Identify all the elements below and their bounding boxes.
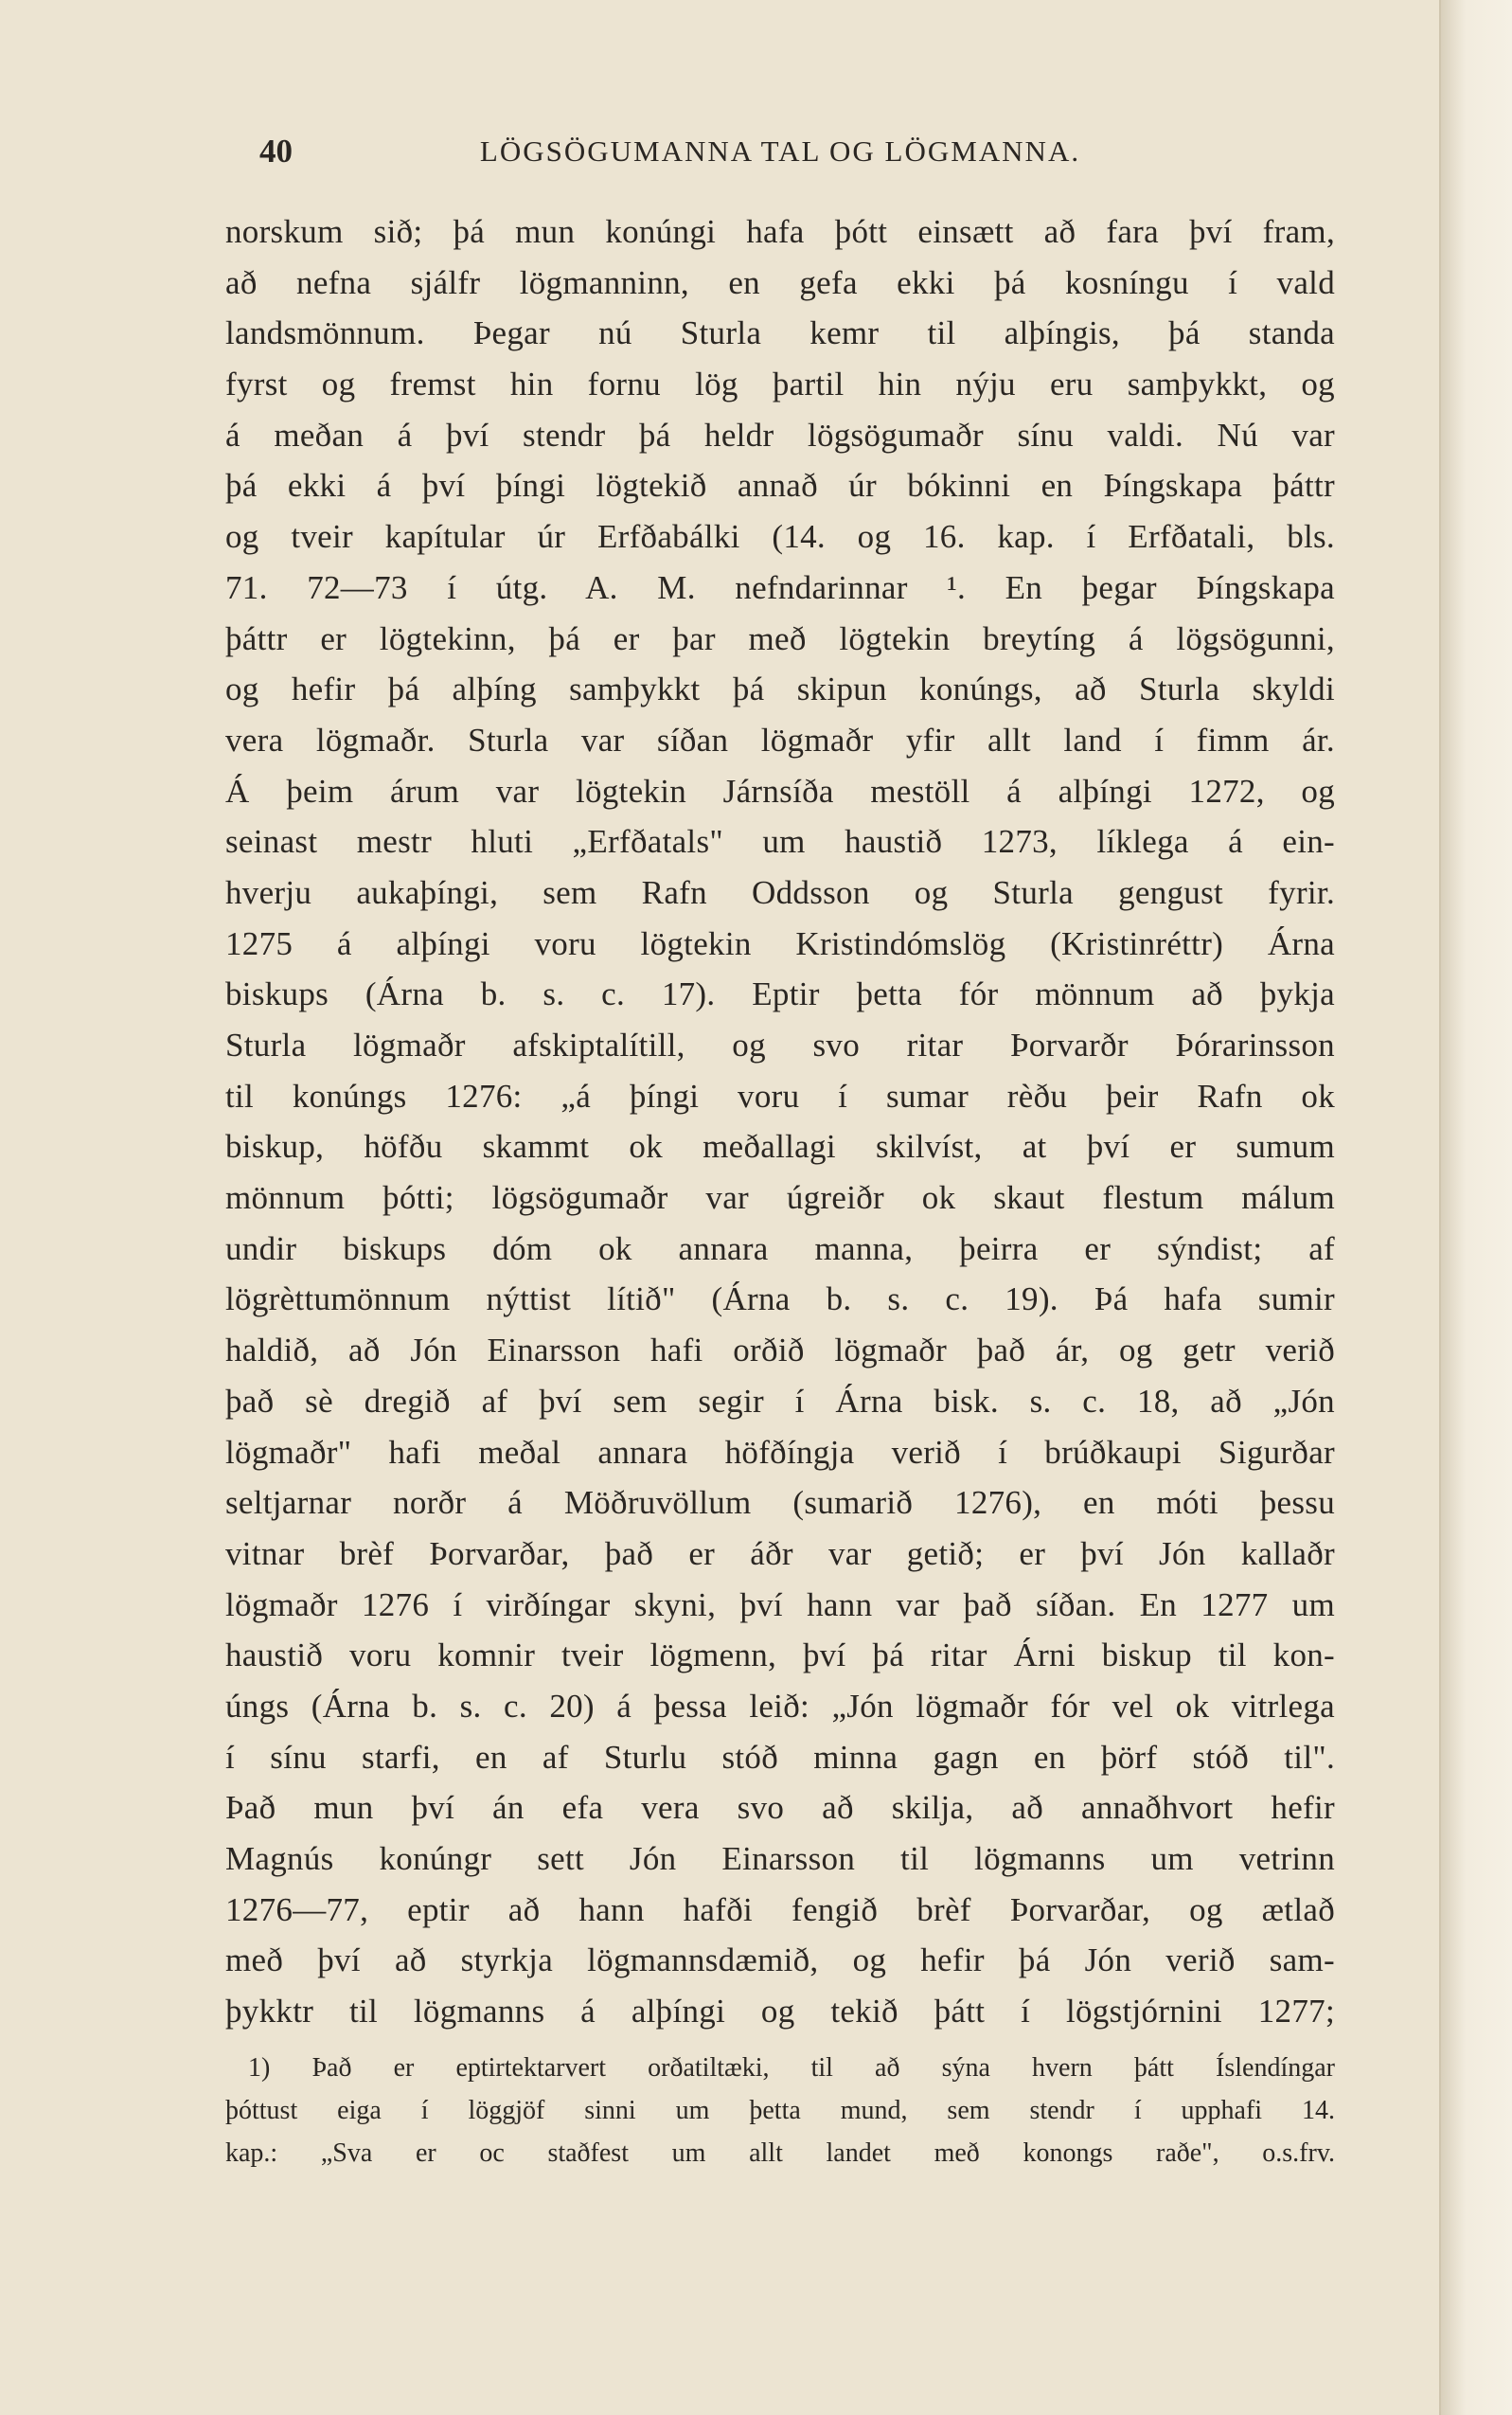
footnote-line: þóttust eiga í löggjöf sinni um þetta mund, sem stendr í upphafi 14.: [225, 2095, 1335, 2125]
body-line: lögmaðr 1276 í virðíngar skyni, því hann var það síðan. En 1277 um: [225, 1585, 1335, 1623]
body-line: lögrèttumönnum nýttist lítið" (Árna b. s. c. 19). Þá hafa sumir: [225, 1280, 1335, 1318]
book-page: [225, 133, 1335, 2174]
body-line: vera lögmaðr. Sturla var síðan lögmaðr yfir allt land í fimm ár.: [225, 721, 1335, 759]
body-line: Sturla lögmaðr afskiptalítill, og svo ritar Þorvarðr Þórarinsson: [225, 1027, 1335, 1064]
body-line: í sínu starfi, en af Sturlu stóð minna gagn en þörf stóð til".: [225, 1738, 1335, 1776]
body-line: að nefna sjálfr lögmanninn, en gefa ekki þá kosníngu í vald: [225, 263, 1335, 301]
body-line: biskups (Árna b. s. c. 17). Eptir þetta fór mönnum að þykja: [225, 975, 1335, 1013]
body-line: þáttr er lögtekinn, þá er þar með lögtekin breytíng á lögsögunni,: [225, 619, 1335, 657]
body-line: þá ekki á því þíngi lögtekið annað úr bókinni en Þíngskapa þáttr: [225, 467, 1335, 505]
body-line: til konúngs 1276: „á þíngi voru í sumar rèðu þeir Rafn ok: [225, 1077, 1335, 1115]
body-line: úngs (Árna b. s. c. 20) á þessa leið: „Jón lögmaðr fór vel ok vitrlega: [225, 1687, 1335, 1725]
body-line: biskup, höfðu skammt ok meðallagi skilvíst, at því er sumum: [225, 1128, 1335, 1166]
footnote-separator: [225, 2037, 1335, 2047]
body-line: með því að styrkja lögmannsdæmið, og hefir þá Jón verið sam-: [225, 1941, 1335, 1979]
body-line: hverju aukaþíngi, sem Rafn Oddsson og Sturla gengust fyrir.: [225, 873, 1335, 911]
body-text: [225, 206, 1335, 2037]
footnote-line: 1) Það er eptirtektarvert orðatiltæki, til að sýna hvern þátt Íslendíngar: [248, 2052, 1335, 2083]
body-line: mönnum þótti; lögsögumaðr var úgreiðr ok skaut flestum málum: [225, 1179, 1335, 1217]
page-number: 40: [259, 133, 293, 170]
body-line: Á þeim árum var lögtekin Járnsíða mestöll á alþíngi 1272, og: [225, 772, 1335, 810]
body-line: það sè dregið af því sem segir í Árna bisk. s. c. 18, að „Jón: [225, 1382, 1335, 1420]
footnotes: [225, 2047, 1335, 2174]
body-line: seinast mestr hluti „Erfðatals" um haustið 1273, líklega á ein-: [225, 823, 1335, 861]
body-line: Það mun því án efa vera svo að skilja, að annaðhvort hefir: [225, 1789, 1335, 1827]
body-line: landsmönnum. Þegar nú Sturla kemr til alþíngis, þá standa: [225, 314, 1335, 352]
body-line: og tveir kapítular úr Erfðabálki (14. og 16. kap. í Erfðatali, bls.: [225, 518, 1335, 556]
body-line: Magnús konúngr sett Jón Einarsson til lögmanns um vetrinn: [225, 1840, 1335, 1877]
footnote-line: kap.: „Sva er oc staðfest um allt landet með konongs raðe", o.s.frv.: [225, 2138, 1335, 2168]
body-line: 1276—77, eptir að hann hafði fengið brèf Þorvarðar, og ætlað: [225, 1890, 1335, 1928]
body-line: seltjarnar norðr á Möðruvöllum (sumarið 1276), en móti þessu: [225, 1484, 1335, 1522]
body-line: vitnar brèf Þorvarðar, það er áðr var getið; er því Jón kallaðr: [225, 1534, 1335, 1572]
body-line: lögmaðr" hafi meðal annara höfðíngja verið í brúðkaupi Sigurðar: [225, 1433, 1335, 1471]
body-line: undir biskups dóm ok annara manna, þeirra er sýndist; af: [225, 1229, 1335, 1267]
page-header: [225, 133, 1335, 180]
body-line: haustið voru komnir tveir lögmenn, því þá ritar Árni biskup til kon-: [225, 1637, 1335, 1674]
body-line: þykktr til lögmanns á alþíngi og tekið þátt í lögstjórnini 1277;: [225, 1993, 1335, 2030]
body-line: haldið, að Jón Einarsson hafi orðið lögmaðr það ár, og getr verið: [225, 1332, 1335, 1369]
body-line: og hefir þá alþíng samþykkt þá skipun konúngs, að Sturla skyldi: [225, 671, 1335, 708]
page-edge: [1439, 0, 1512, 2415]
body-line: 1275 á alþíngi voru lögtekin Kristindómslög (Kristinréttr) Árna: [225, 924, 1335, 962]
body-line: 71. 72—73 í útg. A. M. nefndarinnar ¹. En þegar Þíngskapa: [225, 568, 1335, 606]
body-line: fyrst og fremst hin fornu lög þartil hin nýju eru samþykkt, og: [225, 366, 1335, 403]
body-line: á meðan á því stendr þá heldr lögsögumaðr sínu valdi. Nú var: [225, 416, 1335, 454]
running-title: LÖGSÖGUMANNA TAL OG LÖGMANNA.: [479, 134, 1081, 168]
body-line: norskum sið; þá mun konúngi hafa þótt einsætt að fara því fram,: [225, 213, 1335, 250]
